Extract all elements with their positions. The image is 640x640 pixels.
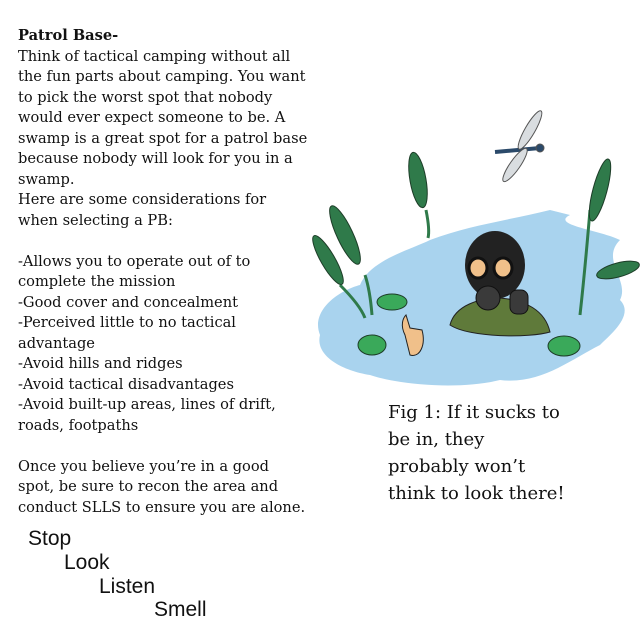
body-line: the fun parts about camping. You want (18, 68, 306, 85)
caption-line: probably won’t (388, 456, 526, 477)
caption-line: Fig 1: If it sucks to (388, 402, 560, 423)
body-line: because nobody will look for you in a (18, 150, 293, 167)
body-line: to pick the worst spot that nobody (18, 88, 273, 106)
slls-stop: Stop (28, 527, 72, 550)
body-line: roads, footpaths (18, 416, 139, 434)
slls-look: Look (64, 551, 110, 574)
swamp-illustration (300, 100, 640, 395)
body-line: spot, be sure to recon the area and (18, 478, 279, 495)
section-title: Patrol Base- (18, 27, 119, 44)
body-line: conduct SLLS to ensure you are alone. (18, 498, 306, 516)
body-line: would ever expect someone to be. A (18, 109, 286, 126)
body-line: swamp is a great spot for a patrol base (18, 129, 308, 147)
body-line: swamp. (18, 170, 75, 188)
caption-line: be in, they (388, 429, 485, 450)
body-line: Think of tactical camping without all (18, 47, 291, 65)
slls-listen: Listen (99, 575, 156, 598)
body-line: -Good cover and concealment (18, 293, 238, 311)
body-line: -Avoid built-up areas, lines of drift, (18, 396, 276, 413)
body-line: Once you believe you’re in a good (18, 457, 269, 475)
body-line: advantage (18, 334, 95, 352)
dragonfly (495, 108, 545, 184)
figure-caption (388, 399, 565, 507)
body-line: Here are some considerations for (18, 191, 267, 208)
slls-smell: Smell (154, 598, 207, 621)
body-line: when selecting a PB: (18, 211, 173, 229)
body-line: complete the mission (18, 273, 176, 290)
patrol-base-text (18, 26, 307, 518)
caption-line: think to look there! (388, 483, 565, 504)
body-line: -Perceived little to no tactical (18, 314, 236, 331)
water (318, 210, 625, 385)
body-line: -Avoid hills and ridges (18, 355, 183, 372)
body-line (18, 231, 307, 252)
body-line: -Avoid tactical disadvantages (18, 375, 234, 393)
body-line: -Allows you to operate out of to (18, 252, 251, 270)
body-line (18, 436, 307, 457)
